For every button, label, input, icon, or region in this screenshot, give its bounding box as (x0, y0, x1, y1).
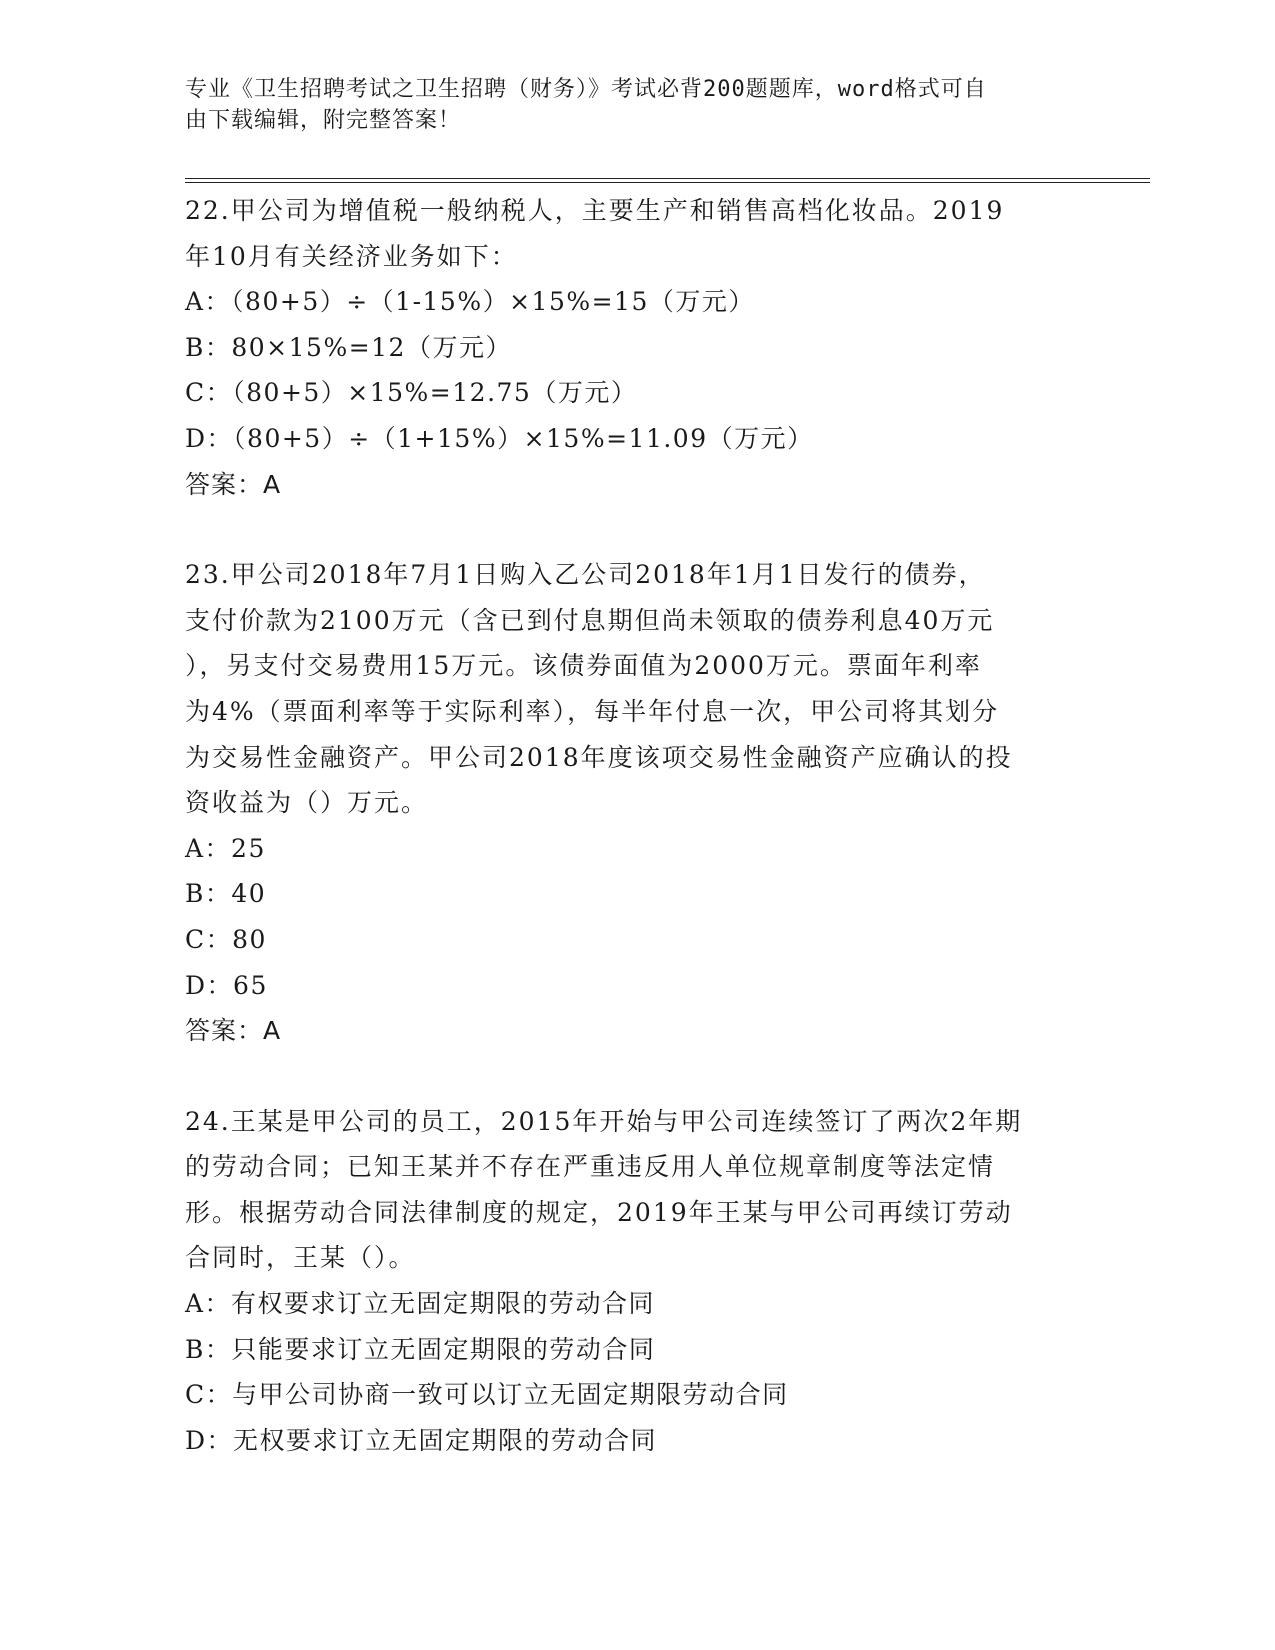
option-c: C：（80+5）×15%=12.75（万元） (185, 378, 638, 408)
question-24 (185, 1099, 1085, 1464)
option-b: B：40 (185, 879, 267, 909)
option-a: A：（80+5）÷（1-15%）×15%=15（万元） (185, 287, 755, 317)
option-d: D：无权要求订立无固定期限的劳动合同 (185, 1425, 658, 1455)
option-b: B：80×15%=12（万元） (185, 332, 512, 362)
option-c: C：与甲公司协商一致可以订立无固定期限劳动合同 (185, 1380, 789, 1410)
header-line-1: 专业《卫生招聘考试之卫生招聘（财务）》考试必背200题题库，word格式可自 (185, 77, 987, 102)
option-d: D：65 (185, 970, 268, 1000)
option-a: A：25 (185, 833, 266, 863)
question-stem-line: 为交易性金融资产。甲公司2018年度该项交易性金融资产应确认的投 (185, 742, 1013, 772)
question-stem-line: 为4%（票面利率等于实际利率），每半年付息一次，甲公司将其划分 (185, 696, 1000, 726)
question-stem-line: 资收益为（）万元。 (185, 788, 429, 818)
question-stem-line: 22.甲公司为增值税一般纳税人，主要生产和销售高档化妆品。2019 (185, 196, 1005, 225)
header-line-2: 由下载编辑，附完整答案！ (185, 108, 462, 133)
question-stem-line: 23.甲公司2018年7月1日购入乙公司2018年1月1日发行的债券， (185, 560, 986, 590)
option-c: C：80 (185, 924, 267, 954)
header-divider-top (185, 178, 1150, 179)
question-list (185, 188, 1085, 1508)
question-stem-line: ），另支付交易费用15万元。该债券面值为2000万元。票面年利率 (185, 651, 982, 681)
question-stem-line: 合同时，王某（）。 (185, 1243, 416, 1273)
option-b: B：只能要求订立无固定期限的劳动合同 (185, 1334, 656, 1364)
question-23 (185, 552, 1085, 1054)
answer-line: 答案：A (185, 469, 282, 499)
question-stem-line: 年10月有关经济业务如下： (185, 241, 518, 271)
question-22 (185, 188, 1085, 507)
question-stem-line: 的劳动合同；已知王某并不存在严重违反用人单位规章制度等法定情 (185, 1152, 996, 1182)
answer-line: 答案：A (185, 1016, 282, 1046)
option-a: A：有权要求订立无固定期限的劳动合同 (185, 1289, 656, 1319)
question-stem-line: 24.王某是甲公司的员工，2015年开始与甲公司连续签订了两次2年期 (185, 1106, 1023, 1136)
document-header (185, 74, 1065, 136)
option-d: D：（80+5）÷（1+15%）×15%=11.09（万元） (185, 423, 814, 453)
question-stem-line: 支付价款为2100万元（含已到付息期但尚未领取的债券利息40万元 (185, 605, 995, 635)
question-stem-line: 形。根据劳动合同法律制度的规定，2019年王某与甲公司再续订劳动 (185, 1197, 1013, 1227)
header-divider-bottom (185, 182, 1150, 183)
